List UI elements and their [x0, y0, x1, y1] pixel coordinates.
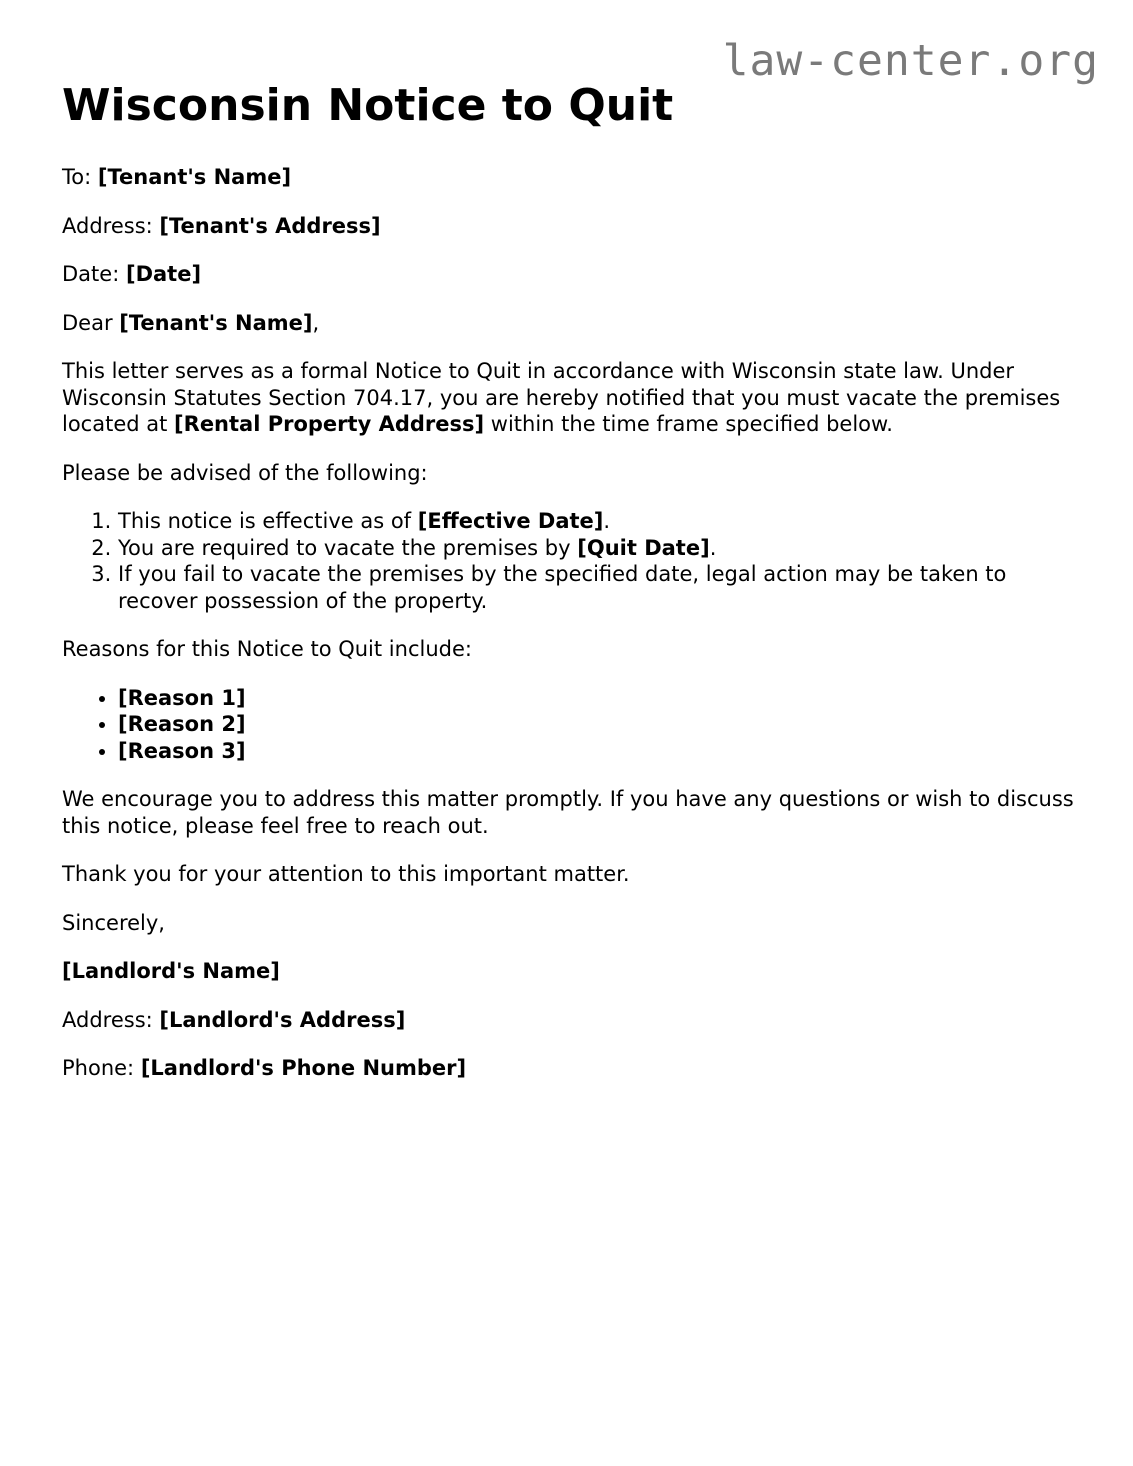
landlord-address-line — [62, 1007, 1082, 1034]
landlord-phone-value: [Landlord's Phone Number] — [140, 1056, 467, 1080]
date-label: Date: — [62, 262, 120, 286]
date-value: [Date] — [125, 262, 202, 286]
advised-heading: Please be advised of the following: — [62, 460, 428, 485]
list-item — [118, 561, 1082, 614]
intro-part2: within the time frame specified below. — [490, 412, 893, 436]
salutation-name: [Tenant's Name] — [119, 310, 313, 335]
to-label: To: — [62, 165, 92, 189]
watermark: law-center.org — [722, 36, 1099, 86]
quit-date: [Quit Date] — [577, 535, 710, 560]
thanks-paragraph: Thank you for your attention to this important matter. — [62, 862, 630, 886]
address-label: Address: — [62, 213, 153, 238]
landlord-phone-label: Phone: — [62, 1056, 135, 1080]
address-line — [62, 213, 1082, 240]
reason-text: [Reason 3] — [118, 738, 246, 763]
landlord-address-label: Address: — [62, 1007, 153, 1032]
landlord-name-line — [62, 958, 1082, 985]
reason-text: [Reason 1] — [118, 685, 246, 710]
list-item-text: If you fail to vacate the premises by the specified date, legal action may be taken to recover possession of the property. — [118, 562, 1007, 613]
list-item-punct: . — [709, 535, 717, 560]
reasons-list — [62, 685, 1082, 765]
reasons-heading: Reasons for this Notice to Quit include: — [62, 637, 472, 661]
intro-paragraph — [62, 358, 1082, 438]
date-line — [62, 261, 1082, 288]
notice-document — [62, 78, 1082, 1104]
landlord-address-value: [Landlord's Address] — [159, 1007, 406, 1032]
to-line — [62, 164, 1082, 191]
list-item-punct: . — [603, 509, 611, 533]
intro-part1: This letter serves as a formal Notice to Quit in accordance with Wisconsin state law. Under Wisconsin Statutes Section 704.17, you are hereby notified that you must vacate the premises located at — [62, 359, 1061, 436]
numbered-list — [62, 508, 1082, 614]
landlord-phone-line — [62, 1055, 1082, 1082]
address-value: [Tenant's Address] — [159, 213, 381, 238]
to-value: [Tenant's Name] — [97, 165, 292, 189]
reason-item — [118, 738, 1082, 765]
salutation-prefix: Dear — [62, 310, 113, 335]
list-item-text: This notice is effective as of — [118, 509, 412, 533]
reason-text: [Reason 2] — [118, 712, 246, 736]
encourage-paragraph: We encourage you to address this matter promptly. If you have any questions or wish to discuss this notice, please feel free to reach out. — [62, 787, 1074, 838]
list-item — [118, 508, 1082, 535]
salutation-suffix: , — [312, 310, 320, 335]
reason-item — [118, 711, 1082, 738]
rental-property-address: [Rental Property Address] — [174, 412, 485, 436]
list-item-text: You are required to vacate the premises by — [118, 535, 571, 560]
effective-date: [Effective Date] — [417, 509, 604, 533]
landlord-name: [Landlord's Name] — [62, 959, 280, 983]
page-title: Wisconsin Notice to Quit — [62, 80, 674, 131]
reason-item — [118, 685, 1082, 712]
closing: Sincerely, — [62, 910, 165, 935]
salutation — [62, 310, 1082, 337]
list-item — [118, 535, 1082, 562]
